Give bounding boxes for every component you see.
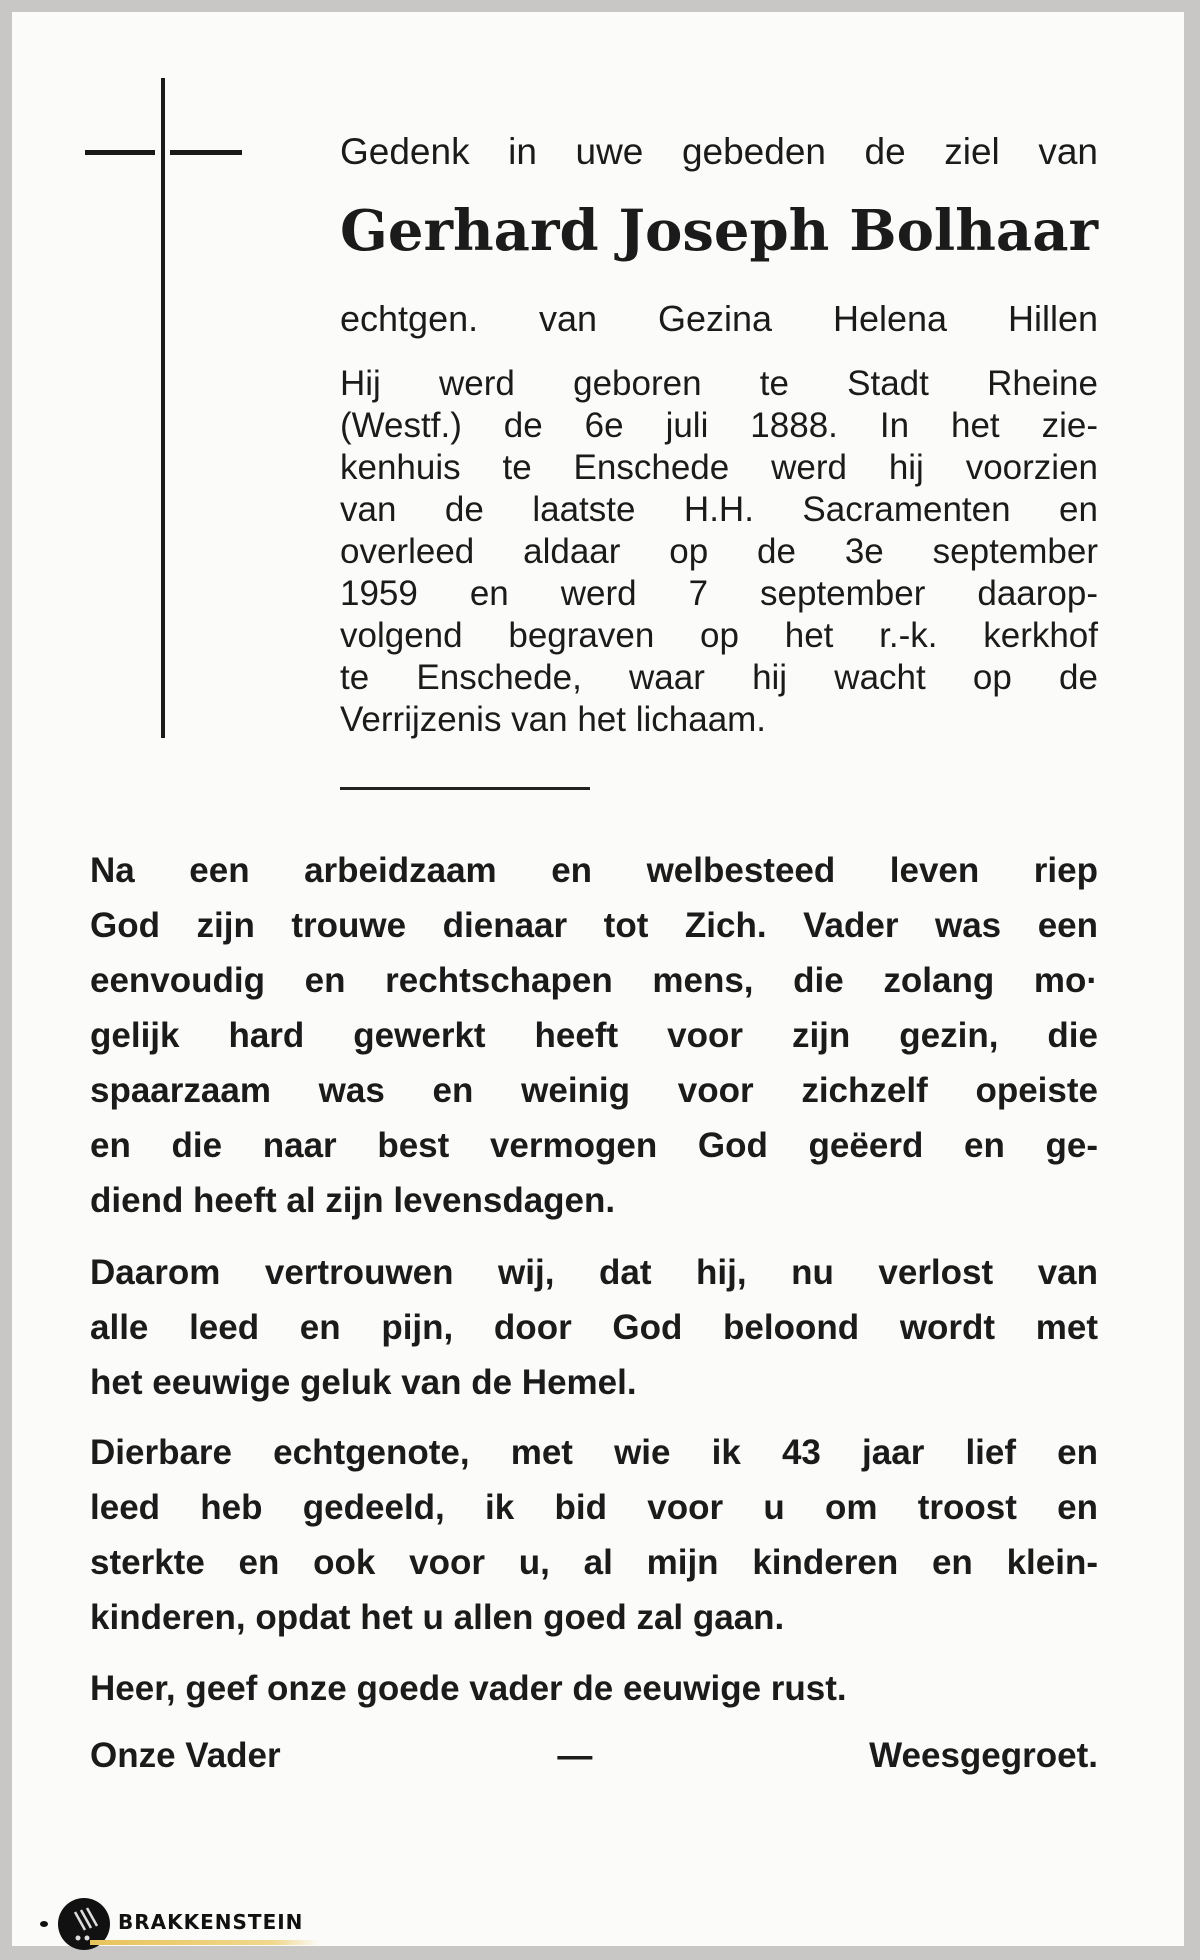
- bio-line: van de laatste H.H. Sacramenten en: [340, 490, 1098, 529]
- closing-dash: —: [557, 1736, 593, 1775]
- text-line: leed heb gedeeld, ik bid voor u om troost en: [90, 1488, 1098, 1527]
- text-line: spaarzaam was en weinig voor zichzelf opeiste: [90, 1071, 1098, 1110]
- paragraph-trust: [90, 1245, 1098, 1410]
- paragraph-life: [90, 843, 1098, 1228]
- text-line: Dierbare echtgenote, met wie ik 43 jaar lief en: [90, 1433, 1098, 1472]
- closing-left: Onze Vader: [90, 1736, 281, 1775]
- printer-logo-dot: [40, 1921, 48, 1927]
- deceased-name: Gerhard Joseph Bolhaar: [340, 198, 1098, 264]
- text-line: diend heeft al zijn levensdagen.: [90, 1181, 616, 1220]
- text-line: God zijn trouwe dienaar tot Zich. Vader was een: [90, 906, 1098, 945]
- paragraph-spouse: [90, 1425, 1098, 1645]
- prayer: [90, 1661, 1098, 1716]
- prayer-line: Heer, geef onze goede vader de eeuwige rust.: [90, 1669, 847, 1708]
- text-line: het eeuwige geluk van de Hemel.: [90, 1363, 637, 1402]
- text-line: alle leed en pijn, door God beloond wordt met: [90, 1308, 1098, 1347]
- cross-arm-right: [170, 150, 242, 155]
- bio-line: Verrijzenis van het lichaam.: [340, 700, 767, 739]
- bio-line: kenhuis te Enschede werd hij voorzien: [340, 448, 1098, 487]
- cross-icon: [161, 78, 165, 738]
- biography: [340, 363, 1098, 741]
- spouse-line: echtgen. van Gezina Helena Hillen: [340, 298, 1098, 339]
- bio-line: overleed aldaar op de 3e september: [340, 532, 1098, 571]
- text-line: Na een arbeidzaam en welbesteed leven riep: [90, 851, 1098, 890]
- text-line: en die naar best vermogen God geëerd en ge-: [90, 1126, 1098, 1165]
- closing-prayers: [90, 1728, 1098, 1783]
- cross-arm-left: [85, 150, 155, 155]
- intro-text: Gedenk in uwe gebeden de ziel van: [340, 131, 1098, 172]
- text-line: Daarom vertrouwen wij, dat hij, nu verlost van: [90, 1253, 1098, 1292]
- divider: [340, 787, 590, 790]
- closing-right: Weesgegroet.: [869, 1736, 1098, 1775]
- text-line: gelijk hard gewerkt heeft voor zijn gezin, die: [90, 1016, 1098, 1055]
- bio-line: (Westf.) de 6e juli 1888. In het zie-: [340, 406, 1098, 445]
- printer-name: BRAKKENSTEIN: [118, 1910, 304, 1934]
- bio-line: 1959 en werd 7 september daarop-: [340, 574, 1098, 613]
- bio-line: Hij werd geboren te Stadt Rheine: [340, 364, 1098, 403]
- yellow-streak: [90, 1940, 320, 1945]
- bio-line: te Enschede, waar hij wacht op de: [340, 658, 1098, 697]
- text-line: kinderen, opdat het u allen goed zal gaan.: [90, 1598, 785, 1637]
- text-line: sterkte en ook voor u, al mijn kinderen en klein-: [90, 1543, 1098, 1582]
- bio-line: volgend begraven op het r.-k. kerkhof: [340, 616, 1098, 655]
- text-line: eenvoudig en rechtschapen mens, die zolang mo·: [90, 961, 1098, 1000]
